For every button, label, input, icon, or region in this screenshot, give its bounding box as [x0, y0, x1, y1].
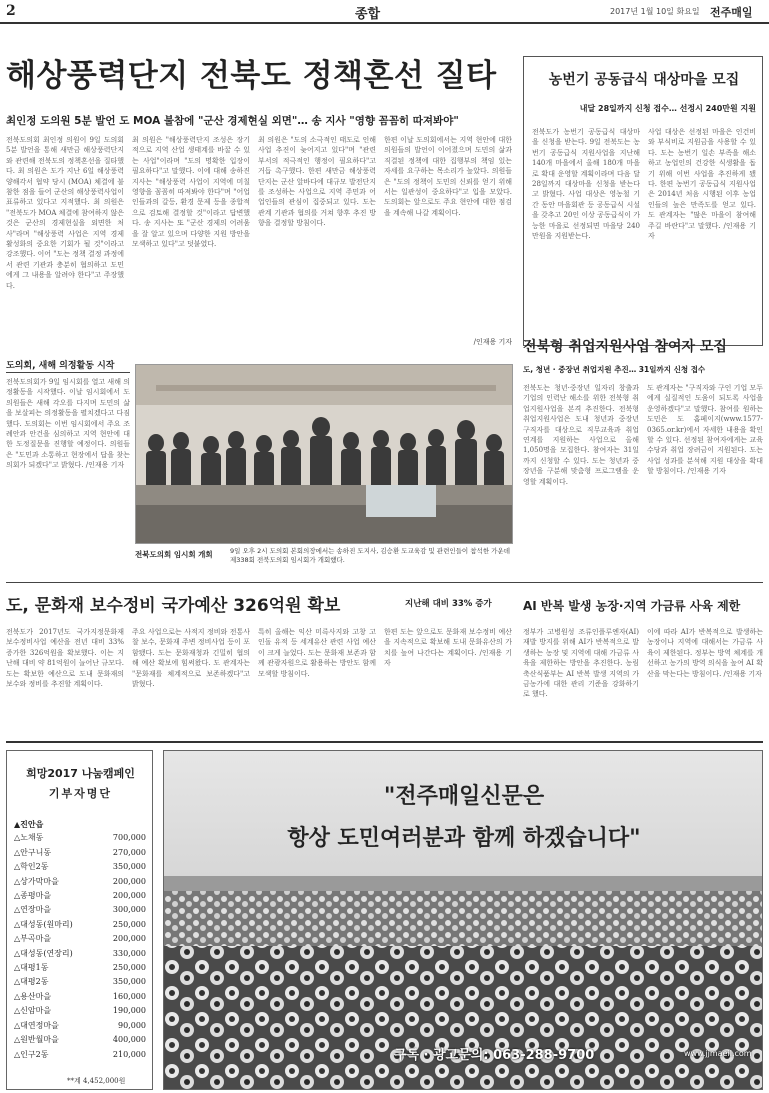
- page-number: 2: [6, 3, 16, 19]
- section-name: 종합: [355, 7, 381, 22]
- donor-name: △대평2동: [14, 977, 49, 987]
- donor-name: △종평마을: [14, 891, 52, 901]
- lead-credit: /인재용 기자: [473, 338, 512, 346]
- donor-row: [14, 975, 146, 989]
- donor-row: [14, 1004, 146, 1018]
- donor-row: [14, 903, 146, 917]
- heritage-article-headline: 도, 문화재 보수정비 국가예산 326억원 확보: [6, 596, 341, 616]
- heritage-column-3: 특히 올해는 익산 미륵사지와 고창 고인돌 유적 등 세계유산 관련 사업 예산이 크게 늘었다. 도는 문화재 보존과 함께 관광자원으로 활용하는 방안도 함께 모색할 방침이다.: [258, 628, 376, 678]
- donor-amount: 350,000: [112, 862, 146, 872]
- farm-lunch-title: 농번기 공동급식 대상마을 모집: [548, 72, 740, 88]
- farm-lunch-column-1: 전북도가 농번기 공동급식 대상마을 신청을 받는다. 9일 전북도는 농번기 공동급식 지원사업을 지난해 140개 마을에서 올해 180개 마을로 확대 운영할 계획이라며 다음 달 28일까지 대상마을 신청을 받는다고 밝혔다. 사업 대상은 영농철 기간 동안 마을회관 등 공동급식 시설을 갖추고 20인 이상 공동급식이 가능한 마을로 선정되면 마을당 240만원을 지원받는다.: [532, 128, 640, 241]
- lead-column-4: 한편 이날 도의회에서는 지역 현안에 대한 의원들의 발언이 이어졌으며 도민의 삶과 직결된 정책에 대한 집행부의 책임 있는 자세를 요구하는 목소리가 높았다. 의원들은 "도의 정책이 도민의 신뢰를 얻기 위해서는 일관성이 중요하다"고 입을 모았다. 도의회는 앞으로도 주요 현안에 대한 점검을 계속해 나갈 계획이다.: [384, 136, 512, 217]
- donor-amount: 400,000: [112, 1035, 146, 1045]
- donor-name: △상가막마을: [14, 876, 59, 886]
- donor-list-header: ▲진안읍: [14, 819, 44, 829]
- jobs-article-column-2: 도 관계자는 "구직자와 구인 기업 모두에게 실질적인 도움이 되도록 사업을 운영하겠다"고 말했다. 참여를 원하는 도민은 도 홈페이지(www.1577-0365.or.kr)에서 자세한 내용을 확인할 수 있다. 선정된 참여자에게는 교육 수당과 취업 장려금이 지원된다. 도는 사업 성과를 분석해 지원 대상을 확대할 방침이다. /인재용 기자: [647, 384, 763, 476]
- ai-article-column-1: 정부가 고병원성 조류인플루엔자(AI) 재발 방지를 위해 AI가 반복적으로 발생하는 농장 및 지역에 대해 가금류 사육을 제한하는 방안을 추진한다. 농림축산식품부는 AI 반복 발생 지역의 가금농가에 대한 관리 기준을 강화하기로 했다.: [523, 628, 639, 699]
- issue-date: 2017년 1월 10일 화요일: [610, 7, 700, 16]
- divider: [6, 372, 130, 373]
- donor-list-title-line-1: 희망2017 나눔캠페인: [26, 767, 135, 780]
- jobs-article-column-1: 전북도는 청년·중장년 일자리 창출과 기업의 인력난 해소를 위한 전북형 취업지원사업을 본격 추진한다. 전북형 취업지원사업은 도내 청년과 중장년 구직자를 대상으로 직무교육과 취업 연계를 지원하는 사업으로 올해 1,050명을 모집한다. 참여자는 31일까지 신청할 수 있다. 도는 청년과 중장년을 구분해 맞춤형 프로그램을 운영할 계획이다.: [523, 384, 639, 486]
- donor-name: △인구2동: [14, 1049, 49, 1059]
- donor-row: [14, 1019, 146, 1033]
- heritage-column-4: 한편 도는 앞으로도 문화재 보수정비 예산을 지속적으로 확보해 도내 문화유산의 가치를 높여 나간다는 계획이다. /인재용 기자: [384, 628, 512, 668]
- donor-row: [14, 918, 146, 932]
- council-session-photo: [135, 364, 513, 544]
- donor-name: △학인2동: [14, 862, 49, 872]
- ad-quote-line-1: "전주매일신문은: [383, 783, 545, 809]
- lead-column-1: 전북도의회 최인정 의원이 9일 도의회 5분 발언을 통해 새만금 해상풍력단지와 관련해 전북도의 정책혼선을 질타했다. 최 의원은 도가 지난 6일 해상풍력 양해각서 협약 당시 (MOA) 체결에 불참한 점을 들어 군산의 해상풍력사업이 표류하고 있다고 지적했다. 최 의원은 "전북도가 MOA 체결에 참여하지 않은 것은 군산의 경제현실을 외면한 처사"라며 "해상풍력 사업은 지역 경제 활성화의 중요한 기회가 될 것"이라고 강조했다. 이어 "도는 정책 결정 과정에서 관련 기관과 충분히 협의하고 도민에게 그 내용을 알려야 한다"고 주장했다.: [6, 136, 124, 290]
- ad-quote-line-2: 항상 도민여러분과 함께 하겠습니다": [287, 825, 641, 851]
- divider: [6, 582, 763, 583]
- donor-list: [14, 817, 146, 1062]
- donor-amount: 190,000: [112, 1006, 146, 1016]
- donor-amount: 270,000: [112, 847, 146, 857]
- heritage-article-subhead: 지난해 대비 33% 증가: [405, 599, 492, 609]
- council-photo-illustration: [136, 365, 513, 544]
- donor-amount: 210,000: [112, 1049, 146, 1059]
- donor-list-box: [6, 750, 153, 1090]
- council-article-label: 도의회, 새해 의정활동 시작: [6, 361, 115, 371]
- donor-amount: 200,000: [112, 891, 146, 901]
- donor-total: **계 4,452,000원: [67, 1077, 126, 1085]
- donor-name: △신암마을: [14, 1006, 52, 1016]
- lead-column-2: 최 의원은 "해상풍력단지 조성은 장기적으로 지역 산업 생태계를 바꿀 수 있는 사업"이라며 "도의 명확한 입장이 필요하다"고 말했다. 이에 대해 송하진 지사는 "해상풍력 사업이 지역에 미칠 영향을 꼼꼼히 따져봐야 한다"며 "어업인들과의 갈등, 환경 문제 등을 종합적으로 검토해 결정할 것"이라고 답변했다. 송 지사는 또 "군산 경제의 어려움을 잘 알고 있으며 다양한 지원 방안을 모색하고 있다"고 덧붙였다.: [132, 136, 250, 249]
- divider: [6, 741, 763, 743]
- paper-name: 전주매일: [710, 6, 753, 19]
- donor-amount: 300,000: [112, 905, 146, 915]
- donor-name: △연장마을: [14, 905, 52, 915]
- donor-amount: 200,000: [112, 876, 146, 886]
- donor-name: △대성동(연장리): [14, 948, 73, 958]
- photo-caption-title: 전북도의회 임시회 개회: [135, 550, 213, 559]
- donor-row: [14, 947, 146, 961]
- lead-subhead: 최인정 도의원 5분 발언 도 MOA 불참에 "군산 경제현실 외면"… 송 지사 "영향 꼼꼼히 따져봐야": [6, 115, 459, 127]
- ad-website-link[interactable]: www.jjmaeil.com: [684, 1049, 752, 1058]
- donor-amount: 160,000: [112, 991, 146, 1001]
- donor-row: [14, 961, 146, 975]
- heritage-column-1: 전북도가 2017년도 국가지정문화재 보수정비사업 예산을 전년 대비 33% 증가한 326억원을 확보했다. 이는 지난해 대비 약 81억원이 늘어난 규모다. 도는 확보한 예산으로 도내 문화재의 보수와 정비를 추진할 계획이다.: [6, 628, 124, 689]
- ad-contact-info: 구독 · 광고문의: 063-288-9700: [394, 1048, 595, 1063]
- farm-lunch-column-2: 사업 대상은 선정된 마을은 인건비와 부식비로 지원금을 사용할 수 있다. 도는 농번기 일손 부족을 해소하고 농업인의 건강한 식생활을 돕기 위해 이번 사업을 추진하게 됐다. 한편 농번기 공동급식 지원사업은 2014년 처음 시행된 이후 농업인들의 높은 만족도를 얻고 있다. 도 관계자는 "많은 마을이 참여해 주길 바란다"고 말했다. /인재용 기자: [648, 128, 756, 241]
- lead-column-3: 최 의원은 "도의 소극적인 태도로 인해 사업 추진이 늦어지고 있다"며 "관련 부서의 적극적인 행정이 필요하다"고 거듭 촉구했다. 한편 새만금 해상풍력단지는 군산 앞바다에 대규모 발전단지를 조성하는 사업으로 지역 주민과 어업인들의 관심이 집중되고 있다. 도는 관계 기관과 협의를 거쳐 향후 추진 방향을 결정할 방침이다.: [258, 136, 376, 228]
- donor-row: [14, 932, 146, 946]
- donor-name: △안구니동: [14, 847, 52, 857]
- donor-amount: 700,000: [112, 833, 146, 843]
- donor-row: [14, 1048, 146, 1062]
- donor-list-title-line-2: 기부자명단: [48, 787, 113, 800]
- heritage-column-2: 주요 사업으로는 사적지 정비와 전통사찰 보수, 문화재 주변 정비사업 등이 포함됐다. 도는 문화재청과 긴밀히 협의해 예산 확보에 힘써왔다. 도 관계자는 "문화재를 체계적으로 보존하겠다"고 밝혔다.: [132, 628, 250, 689]
- farm-lunch-subtitle: 내달 28일까지 신청 접수… 선정시 240만원 지원: [579, 104, 756, 113]
- page-header: [0, 0, 769, 24]
- donor-name: △노채동: [14, 833, 44, 843]
- donor-amount: 250,000: [112, 919, 146, 929]
- donor-row: [14, 860, 146, 874]
- photo-caption: 9일 오후 2시 도의회 본회의장에서는 송하진 도지사, 김승환 도교육감 및 관련인들이 참석한 가운데 제338회 전북도의회 임시회가 개회했다.: [230, 547, 511, 564]
- donor-amount: 250,000: [112, 963, 146, 973]
- donor-row: [14, 875, 146, 889]
- donor-name: △대성동(원마리): [14, 919, 73, 929]
- newspaper-advertisement: [163, 750, 763, 1090]
- donor-amount: 330,000: [112, 948, 146, 958]
- donor-row: [14, 846, 146, 860]
- council-article-body: 전북도의회가 9일 임시회를 열고 새해 의정활동을 시작했다. 이날 임시회에서 도의원들은 새해 각오를 다지며 도민의 삶을 보살피는 의정활동을 펼치겠다고 다짐했다. 도의회는 이번 임시회에서 주요 조례안과 안건을 심의하고 지역 현안에 대한 도정질문을 진행할 예정이다. 의원들은 "도민과 소통하고 현장에서 답을 찾는 의회가 되겠다"고 밝혔다. /인재용 기자: [6, 378, 130, 470]
- donor-amount: 200,000: [112, 934, 146, 944]
- ai-article-column-2: 이에 따라 AI가 반복적으로 발생하는 농장이나 지역에 대해서는 가금류 사육이 제한된다. 정부는 방역 체계를 개선하고 농가의 방역 의식을 높여 AI 확산을 막는다는 방침이다. /인재용 기자: [647, 628, 763, 678]
- donor-amount: 350,000: [112, 977, 146, 987]
- donor-name: △대연정마을: [14, 1020, 59, 1030]
- lead-headline: 해상풍력단지 전북도 정책혼선 질타: [6, 58, 497, 94]
- donor-name: △대평1동: [14, 963, 49, 973]
- donor-name: △용산마을: [14, 991, 52, 1001]
- donor-row: [14, 990, 146, 1004]
- ai-article-headline: AI 반복 발생 농장·지역 가금류 사육 제한: [523, 599, 741, 613]
- farm-lunch-article-box: [523, 56, 763, 346]
- donor-amount: 90,000: [118, 1020, 146, 1030]
- jobs-article-subtitle: 도, 청년 · 중장년 취업지원 추진… 31일까지 신청 접수: [523, 365, 706, 374]
- donor-row: [14, 831, 146, 845]
- donor-row: [14, 889, 146, 903]
- jobs-article-title: 전북형 취업지원사업 참여자 모집: [523, 339, 727, 355]
- donor-name: △부곡마을: [14, 934, 52, 944]
- donor-name: △원반월마을: [14, 1035, 59, 1045]
- donor-row: [14, 1033, 146, 1047]
